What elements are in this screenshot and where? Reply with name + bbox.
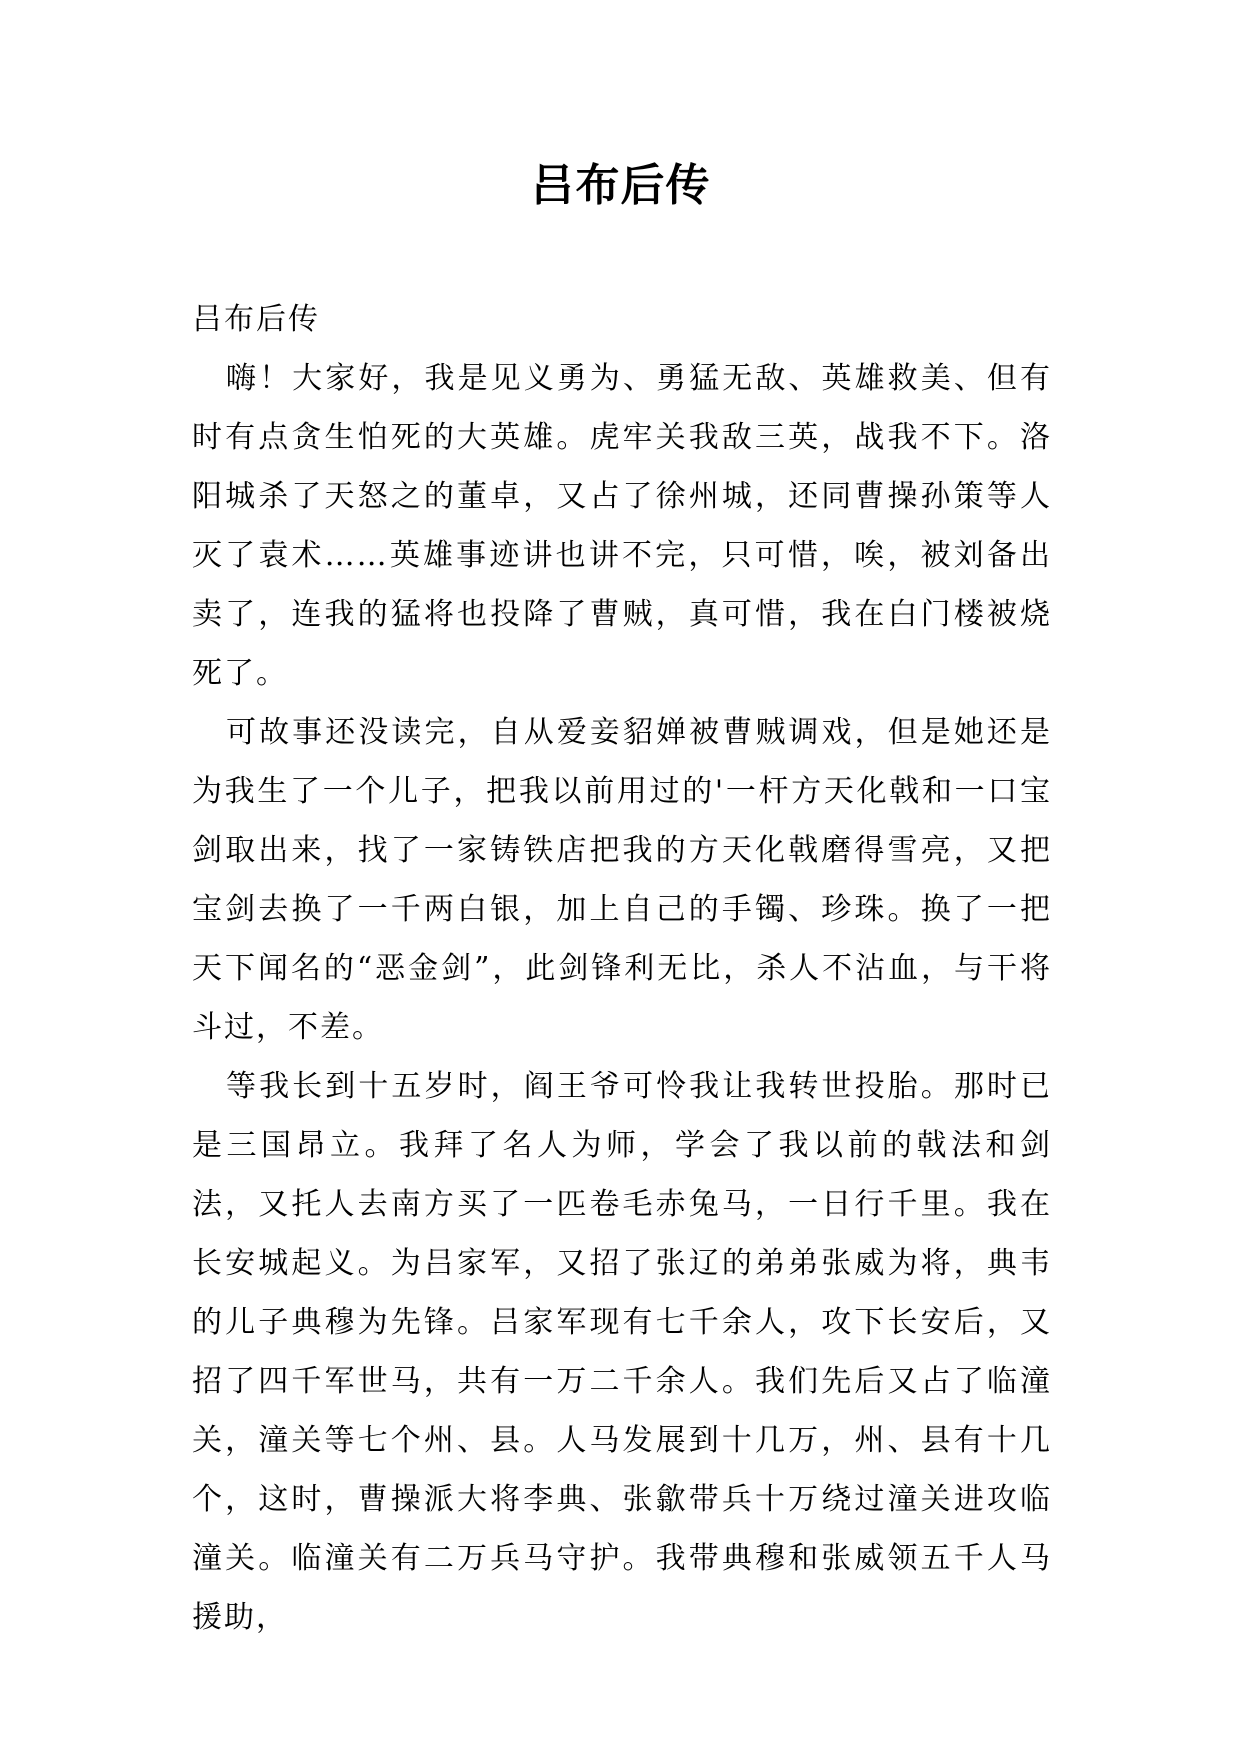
document-body — [192, 290, 1052, 1647]
paragraph-1: 嗨！大家好，我是见义勇为、勇猛无敌、英雄救美、但有时有点贪生怕死的大英雄。虎牢关我敌三英，战我不下。洛阳城杀了天怒之的董卓，又占了徐州城，还同曹操孙策等人灭了袁术……英雄事迹讲也讲不完，只可惜，唉，被刘备出卖了，连我的猛将也投降了曹贼，真可惜，我在白门楼被烧死了。 — [192, 361, 1052, 691]
paragraph-2: 可故事还没读完，自从爱妾貂婵被曹贼调戏，但是她还是为我生了一个儿子，把我以前用过的'一杆方天化戟和一口宝剑取出来，找了一家铸铁店把我的方天化戟磨得雪亮，又把宝剑去换了一千两白银，加上自己的手镯、珍珠。换了一把天下闻名的“恶金剑”，此剑锋利无比，杀人不沾血，与干将斗过，不差。 — [192, 715, 1052, 1045]
paragraph-3: 等我长到十五岁时，阎王爷可怜我让我转世投胎。那时已是三国昂立。我拜了名人为师，学会了我以前的戟法和剑法，又托人去南方买了一匹卷毛赤兔马，一日行千里。我在长安城起义。为吕家军，又招了张辽的弟弟张威为将，典韦的儿子典穆为先锋。吕家军现有七千余人，攻下长安后，又招了四千军世马，共有一万二千余人。我们先后又占了临潼关，潼关等七个州、县。人马发展到十几万，州、县有十几个，这时，曹操派大将李典、张歙带兵十万绕过潼关进攻临潼关。临潼关有二万兵马守护。我带典穆和张威领五千人马援助， — [192, 1069, 1052, 1635]
document-subheading: 吕布后传 — [192, 302, 320, 337]
document-title: 吕布后传 — [530, 160, 711, 211]
